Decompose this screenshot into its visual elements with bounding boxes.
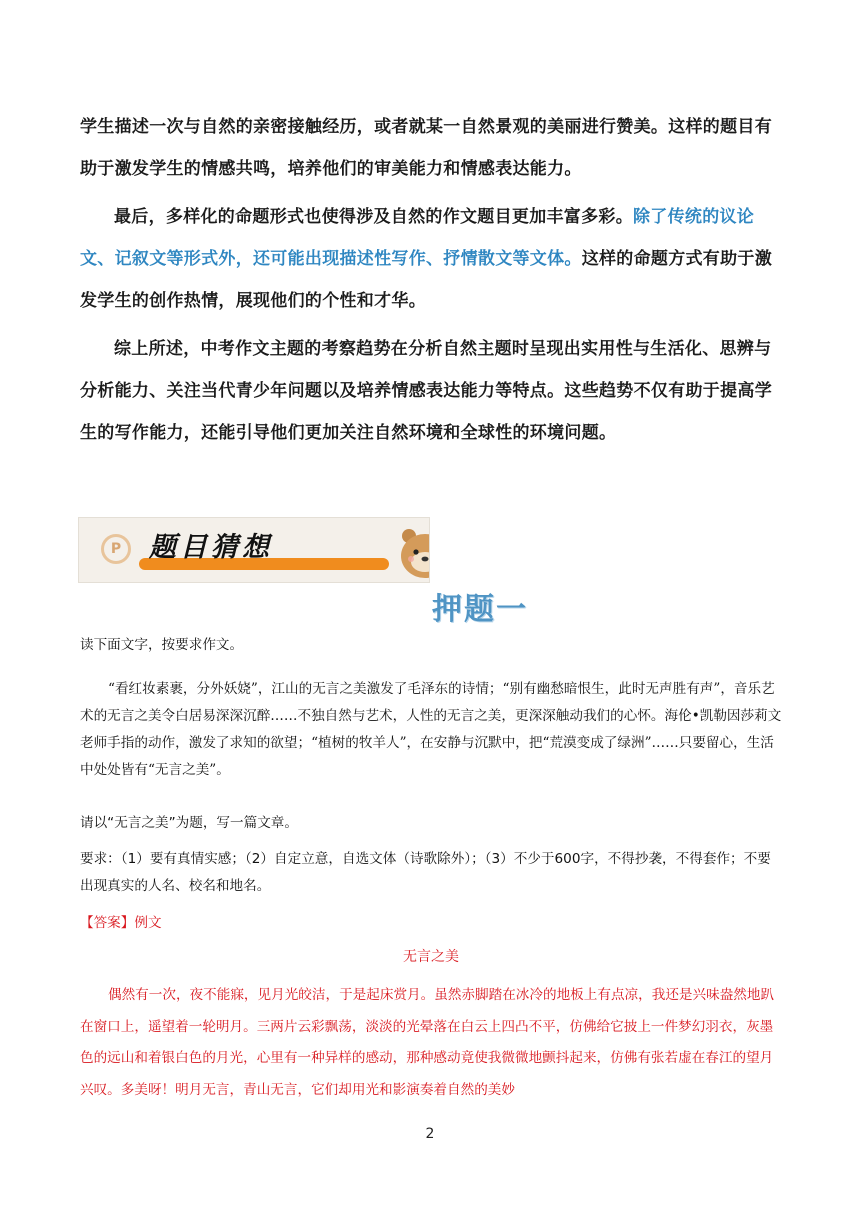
banner-title: 题目猜想 xyxy=(149,532,273,563)
coin-icon: P xyxy=(101,534,131,564)
essay-title: 无言之美 xyxy=(403,949,459,965)
prompt-task: 请以“无言之美”为题，写一篇文章。 xyxy=(80,815,298,831)
answer-label-suffix: 例文 xyxy=(134,915,162,931)
page-number: 2 xyxy=(425,1126,435,1142)
intro-paragraph-2-highlight: 除了传统的议论文、记叙文等形式外，还可能出现描述性写作、抒情散文等文体。 xyxy=(80,207,755,269)
intro-paragraph-3: 综上所述，中考作文主题的考察趋势在分析自然主题时呈现出实用性与生活化、思辨与分析能力、关注当代青少年问题以及培养情感表达能力等特点。这些趋势不仅有助于提高学生的写作能力，还能引导他们更加关注自然环境和全球性的环境问题。 xyxy=(80,339,772,443)
intro-paragraph-2-lead: 最后，多样化的命题形式也使得涉及自然的作文题目更加丰富多彩。 xyxy=(114,207,633,227)
intro-paragraph-1: 学生描述一次与自然的亲密接触经历，或者就某一自然景观的美丽进行赞美。这样的题目有助于激发学生的情感共鸣，培养他们的审美能力和情感表达能力。 xyxy=(80,117,772,179)
essay-body: 偶然有一次，夜不能寐，见月光皎洁，于是起床赏月。虽然赤脚踏在冰冷的地板上有点凉，我还是兴味盎然地趴在窗口上，遥望着一轮明月。三两片云彩飘荡，淡淡的光晕落在白云上四凸不平，仿佛给它披上一件梦幻羽衣，灰墨色的远山和着银白色的月光，心里有一种异样的感动，那种感动竟使我微微地颤抖起来，仿佛有张若虚在春江的望月兴叹。多美呀！明月无言，青山无言，它们却用光和影演奏着自然的美妙 xyxy=(80,987,775,1098)
prompt-requirements: 要求：（1）要有真情实感；（2）自定立意，自选文体（诗歌除外）；（3）不少于600字，不得抄袭，不得套作；不要出现真实的人名、校名和地名。 xyxy=(80,851,771,894)
intro-paragraph-2 xyxy=(80,196,782,322)
answer-label-bracket: 【答案】 xyxy=(80,915,135,931)
intro-paragraph-2-tail: 这样的命题方式有助于激发学生的创作热情，展现他们的个性和才华。 xyxy=(80,249,773,311)
prompt-material: “看红妆素裹，分外妖娆”，江山的无言之美激发了毛泽东的诗情；“别有幽愁暗恨生，此时无声胜有声”，音乐艺术的无言之美令白居易深深沉醉……不独自然与艺术，人性的无言之美，更深深触动我们的心怀。海伦•凯勒因莎莉文老师手指的动作，激发了求知的欲望；“植树的牧羊人”，在安静与沉默中，把“荒漠变成了绿洲”……只要留心，生活中处处皆有“无言之美”。 xyxy=(80,681,782,778)
section-title: 押题一 xyxy=(432,592,528,627)
topic-guess-banner xyxy=(78,517,430,583)
prompt-instruction: 读下面文字，按要求作文。 xyxy=(80,637,244,653)
bear-mascot-icon xyxy=(397,524,430,580)
answer-label xyxy=(80,910,782,937)
